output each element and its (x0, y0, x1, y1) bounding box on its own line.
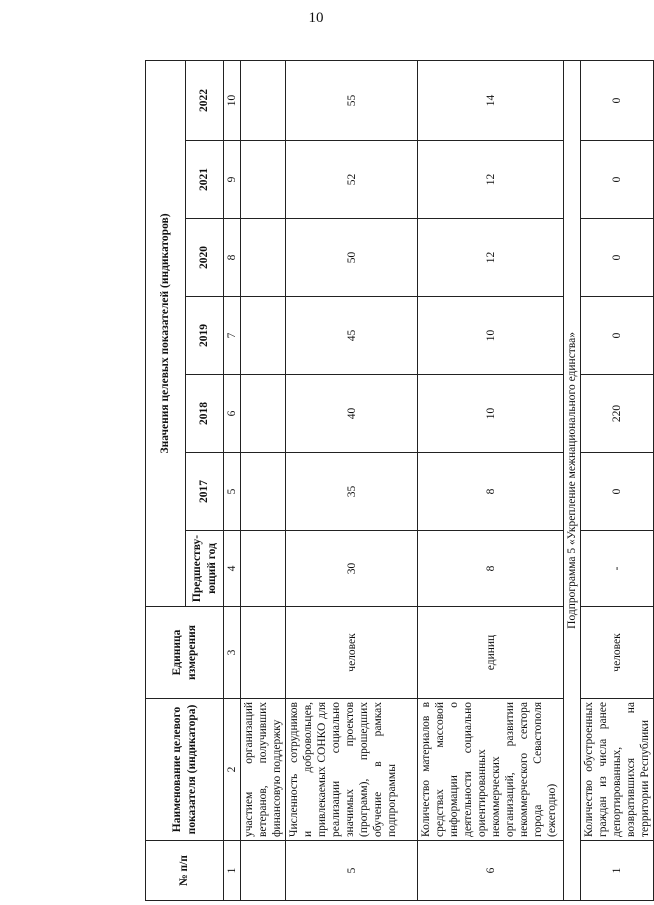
row-num: 5 (286, 841, 418, 901)
row-value: 45 (286, 297, 418, 375)
row-unit (241, 607, 286, 699)
row-value: 35 (286, 453, 418, 531)
row-name: Количество обустроенных граждан из числа ранее депортированных, возвратившихся на территории Республики (581, 699, 654, 841)
column-number: 10 (224, 60, 241, 140)
row-value: 10 (418, 375, 564, 453)
table-row (241, 60, 286, 900)
indicators-table (145, 60, 654, 901)
table-row (418, 60, 564, 900)
row-value: 14 (418, 60, 564, 140)
header-unit: Единица измерения (146, 607, 224, 699)
header-year: 2020 (186, 219, 224, 297)
row-value: 220 (581, 375, 654, 453)
header-values-group: Значения целевых показателей (индикаторов) (146, 60, 186, 606)
row-prev: 8 (418, 531, 564, 607)
row-value: 50 (286, 219, 418, 297)
page-number: 10 (308, 10, 324, 26)
row-value (241, 60, 286, 140)
column-number: 5 (224, 453, 241, 531)
column-number: 9 (224, 141, 241, 219)
row-value (241, 297, 286, 375)
column-number: 2 (224, 699, 241, 841)
column-numbers-row (224, 60, 241, 900)
row-value (241, 453, 286, 531)
row-unit: единиц (418, 607, 564, 699)
table-row (286, 60, 418, 900)
column-number: 3 (224, 607, 241, 699)
row-value: 10 (418, 297, 564, 375)
row-prev: 30 (286, 531, 418, 607)
row-unit: человек (581, 607, 654, 699)
header-year: 2022 (186, 60, 224, 140)
row-value: 40 (286, 375, 418, 453)
row-value: 52 (286, 141, 418, 219)
header-num: № п/п (146, 841, 224, 901)
header-year: 2021 (186, 141, 224, 219)
header-prev-year: Предшеству-ющий год (186, 531, 224, 607)
header-row-1 (146, 60, 186, 900)
row-num: 1 (581, 841, 654, 901)
table-row (581, 60, 654, 900)
row-name: Количество материалов в средствах массовой информации о деятельности социально ориентированных некоммерческих организаций, развитии некоммерческого сектора города Севастополя (ежегодно) (418, 699, 564, 841)
header-year: 2017 (186, 453, 224, 531)
rotated-table-wrapper (145, 61, 652, 901)
row-value: 12 (418, 141, 564, 219)
column-number: 1 (224, 841, 241, 901)
row-name: участием организаций ветеранов, получивших финансовую поддержку (241, 699, 286, 841)
subprogram-row (564, 60, 581, 900)
row-unit: человек (286, 607, 418, 699)
header-year: 2018 (186, 375, 224, 453)
column-number: 7 (224, 297, 241, 375)
row-name: Численность сотрудников и добровольцев, привлекаемых СОНКО для реализации социально значимых проектов (программ), прошедших обучение в рамках подпрограммы (286, 699, 418, 841)
row-value: 8 (418, 453, 564, 531)
column-number: 8 (224, 219, 241, 297)
row-value: 0 (581, 297, 654, 375)
row-prev (241, 531, 286, 607)
column-number: 4 (224, 531, 241, 607)
row-num: 6 (418, 841, 564, 901)
row-num (241, 841, 286, 901)
row-value: 12 (418, 219, 564, 297)
subprogram-title: Подпрограмма 5 «Укрепление межнационального единства» (564, 60, 581, 900)
row-value: 55 (286, 60, 418, 140)
row-value: 0 (581, 219, 654, 297)
row-value (241, 375, 286, 453)
row-value: 0 (581, 60, 654, 140)
column-number: 6 (224, 375, 241, 453)
row-value (241, 219, 286, 297)
row-prev: - (581, 531, 654, 607)
row-value: 0 (581, 453, 654, 531)
row-value (241, 141, 286, 219)
row-value: 0 (581, 141, 654, 219)
header-year: 2019 (186, 297, 224, 375)
header-name: Наименование целевого показателя (индикатора) (146, 699, 224, 841)
